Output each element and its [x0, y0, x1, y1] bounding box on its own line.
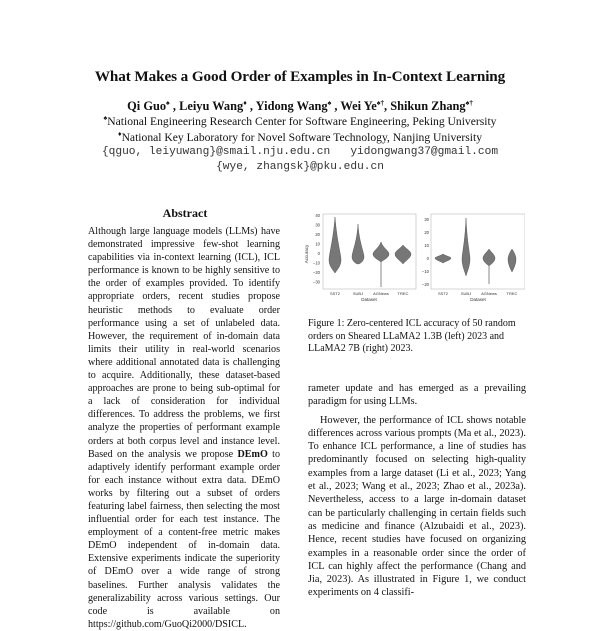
author: Qi Guo: [127, 99, 167, 113]
svg-text:10: 10: [315, 241, 320, 247]
method-name: DEmO: [237, 448, 268, 460]
svg-text:TREC: TREC: [506, 291, 518, 296]
affiliation-mark: ♠: [103, 114, 108, 122]
abstract-text: Although large language models (LLMs) have demonstrated impressive few-shot learning capabilities via in-context learning (ICL), ICL performance is known to be highly sensitive to the order of examples provided. To identify appropriate orders, recent studies propose heuristic methods to evaluate order performance using a set of unlabeled data. However, the requirement of in-domain data limits their utility in real-world scenarios where additional annotated data is challenging to acquire. Additionally, these dataset-based approaches are prone to being sub-optimal for a lack of consideration for individual differences. To address the problems, we first analyze the properties of performant example orders at both corpus level and instance level. Based on the analysis we propose: [88, 226, 280, 460]
figure-1-violin-plots: [303, 212, 525, 304]
affiliation-text: National Engineering Research Center for Software Engineering, Peking University: [107, 115, 497, 128]
abstract-body: [88, 225, 280, 631]
author: Leiyu Wang: [179, 99, 244, 113]
abstract-text: to adaptively identify performant example order for each instance without extra data. DEmO works by filtering out a subset of orders featuring label fairness, then selecting the most influential order for each test instance. The employment of a content-free metric makes DEmO independent of in-domain data. Extensive experiments indicate the superiority of DEmO over a wide range of strong baselines. Further analysis validates the generalizability across various settings. Our code is available on https://github.com/GuoQi2000/DSICL.: [88, 448, 281, 630]
abstract-heading: Abstract: [162, 206, 208, 220]
author: Shikun Zhang: [390, 99, 466, 113]
svg-text:AGNews: AGNews: [373, 291, 389, 296]
affiliation-mark: ♠†: [465, 99, 473, 107]
affiliation-mark: ♦: [117, 130, 122, 138]
svg-text:20: 20: [315, 232, 320, 237]
svg-text:Dataset: Dataset: [361, 297, 377, 302]
svg-text:−20: −20: [421, 282, 429, 287]
email-line-2: {wye, zhangsk}@pku.edu.cn: [216, 161, 384, 173]
author-list: Qi Guo♠ , Leiyu Wang♦ , Yidong Wang♠ , Wei Ye♠†, Shikun Zhang♠†: [127, 99, 473, 113]
affiliation-mark: ♦: [243, 99, 247, 107]
svg-text:Accuracy: Accuracy: [304, 244, 309, 264]
svg-text:AGNews: AGNews: [481, 291, 497, 296]
chart-right: [422, 214, 525, 302]
email-line-1: {qguo, leiyuwang}@smail.nju.edu.cn yidongwang37@gmail.com: [101, 146, 499, 158]
figure-caption: Figure 1: Zero-centered ICL accuracy of 50 random orders on Sheared LLaMA2 1.3B (left) 2023 and LLaMA2 7B (right) 2023.: [308, 318, 516, 354]
svg-text:−10: −10: [421, 269, 429, 274]
svg-text:20: 20: [424, 230, 429, 235]
svg-text:SUBJ: SUBJ: [460, 291, 472, 296]
chart-left: [304, 213, 416, 302]
paragraph: rameter update and has emerged as a prevailing paradigm for using LLMs.: [308, 383, 526, 408]
svg-text:10: 10: [424, 243, 429, 248]
affiliation-mark: ♠†: [376, 99, 384, 107]
svg-text:40: 40: [315, 213, 320, 218]
author: Yidong Wang: [255, 99, 328, 113]
affiliation-2: [0, 130, 600, 144]
svg-text:−10: −10: [312, 260, 320, 266]
affiliation-mark: ♠: [166, 99, 170, 107]
svg-text:0: 0: [426, 256, 429, 261]
affiliation-1: [0, 114, 600, 128]
svg-text:30: 30: [315, 222, 320, 228]
paragraph: However, the performance of ICL shows notable differences across various prompts (Ma et al., 2023). To enhance ICL performance, a line of studies has predominantly focused on selecting high-quality examples from a large dataset (Li et al., 2023; Yang et al., 2023; Wang et al., 2023; Zhao et al., 2023a). Nevertheless, access to a large in-domain dataset can be particularly challenging in certain fields such as medicine and finance (Alzubaidi et al., 2023). Hence, recent studies have focused on organizing examples in a reasonable order since the order of ICL can highly affect the performance (Chang and Jia, 2023). As illustrated in Figure 1, we conduct experiments on 4 classifi-: [308, 414, 526, 599]
svg-text:SST2: SST2: [329, 291, 341, 296]
svg-text:TREC: TREC: [397, 291, 409, 296]
svg-text:Dataset: Dataset: [470, 297, 486, 302]
svg-text:−30: −30: [312, 279, 320, 285]
affiliation-text: National Key Laboratory for Novel Software Technology, Nanjing University: [121, 131, 482, 144]
author: Wei Ye: [340, 99, 377, 113]
paper-title: What Makes a Good Order of Examples in In-Context Learning: [94, 68, 506, 85]
svg-text:SUBJ: SUBJ: [352, 291, 364, 296]
affiliation-mark: ♠: [327, 99, 332, 107]
svg-text:−20: −20: [312, 270, 320, 275]
svg-text:30: 30: [424, 217, 429, 222]
svg-text:0: 0: [317, 251, 320, 256]
body-text-right-column: [308, 382, 526, 600]
svg-text:SST2: SST2: [437, 291, 449, 296]
